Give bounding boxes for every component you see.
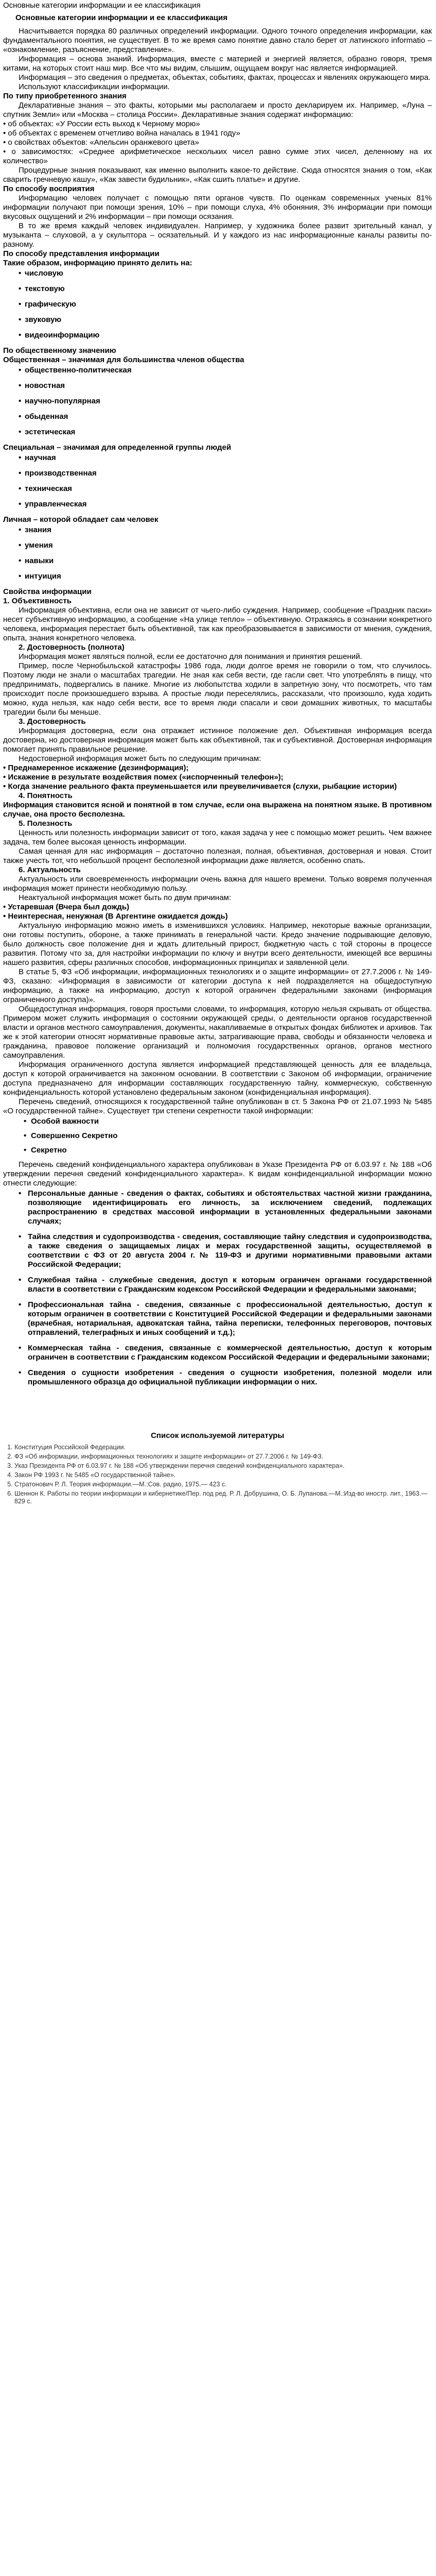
list-item: • общественно-политическая: [19, 366, 432, 375]
spacer: [3, 1393, 432, 1414]
reference-item: 5. Стратонович Р. Л. Теория информации.—М.:Сов. радио, 1975.— 423 с.: [14, 1481, 432, 1488]
property-3-title: 3. Достоверность: [19, 717, 86, 726]
list-item: • знания: [19, 526, 432, 535]
property-6-reason-1: • Устаревшая (Вчера был дождь): [3, 903, 129, 911]
procedural-text: Процедурные знания показывают, как именно выполнить какое-то действие. Сюда относятся знания о том, «Как сварить гречневую кашу», «Как завести будильник», «Как сшить платье» и другие.: [3, 166, 432, 184]
list-item: • Профессиональная тайна - сведения, связанные с профессиональной деятельностью, доступ к которым ограничен в соответствии с Конституцией Российской Федерации и федеральными законами (врачебная, нотариальная, адвокатская тайна, тайна переписки, телефонных переговоров, почтовых отправлений, телеграфных и иных сообщений и т.д.);: [19, 1300, 432, 1337]
property-1-title: 1. Объективность: [3, 597, 72, 605]
section-heading-social: По общественному значению: [3, 346, 116, 355]
list-item: • Персональные данные - сведения о фактах, событиях и обстоятельствах частной жизни гражданина, позволяющие идентифицировать его личность, за исключением сведений, подлежащих распространению в средствах массовой информации в установленных федеральными законами случаях;: [19, 1189, 432, 1226]
document-title: Основные категории информации и ее классификация: [3, 1, 201, 10]
property-5-text-2: Самая ценная для нас информация – достаточно полезная, полная, объективная, достоверная и новая. Стоит также учесть тот, что небольшой процент бесполезной информации даже является, особенно спать.: [3, 847, 432, 865]
declarative-item-4: • о зависимостях: «Среднее арифметическое нескольких чисел равно сумме этих чисел, деленному на их количество»: [3, 147, 432, 165]
list-item: • Особой важности: [24, 1117, 432, 1126]
property-2-text: Информация может являться полной, если ее достаточно для понимания и принятия решений.: [19, 652, 362, 661]
property-5-title: 5. Полезность: [19, 819, 73, 828]
list-item: • производственная: [19, 469, 432, 478]
personal-text: Личная – которой обладает сам человек: [3, 515, 159, 524]
list-item: • звуковую: [19, 315, 432, 325]
intro-paragraph-4: Используют классификации информации.: [19, 82, 170, 91]
list-item: • управленческая: [19, 500, 432, 509]
property-6-text-2: Неактуальной информация может быть по двум причинам:: [19, 893, 231, 902]
list-item: • научно-популярная: [19, 397, 432, 406]
senses-text-2: В то же время каждый человек индивидуален. Например, у художника более развит зрительный канал, у музыканта – слуховой, а у скульптора – осязательный. И у каждого из нас информационные каналы развиты по-разному.: [3, 222, 432, 249]
section-heading-perception: По способу восприятия: [3, 184, 95, 193]
reference-item: 1. Конституция Российской Федерации.: [14, 1444, 432, 1451]
property-1-text: Информация объективна, если она не зависит от чьего-либо суждения. Например, сообщение «Праздник пасхи» несет субъективную информацию, а сообщение «На улице тепло» – объективную. Отражаясь в сознании конкретного человека, информация перестает быть объективной, так как преобразовывается в зависимости от мнения, суждения, опыта, знания конкретного человека.: [3, 606, 432, 642]
special-list: [3, 453, 432, 509]
reference-item: 4. Закон РФ 1993 г. № 5485 «О государственной тайне».: [14, 1471, 432, 1479]
property-3-reason-1: • Преднамеренное искажение (дезинформация);: [3, 764, 189, 772]
social-list: [3, 366, 432, 437]
property-4-text: Информация становится ясной и понятной в том случае, если она выражена на понятном языке. В противном случае, она просто бесполезна.: [3, 801, 432, 819]
list-item: • текстовую: [19, 284, 432, 294]
intro-paragraph-2: Информация – основа знаний. Информация, вместе с материей и энергией является, образно говоря, тремя китами, на которых стоит наш мир. Все что мы видим, слышим, ощущаем вокруг нас является информацией.: [3, 55, 432, 73]
list-item: • Секретно: [24, 1146, 432, 1155]
intro-paragraph-3: Информация – это сведения о предметах, объектах, событиях, фактах, процессах и явлениях окружающего мира.: [19, 73, 431, 82]
property-6-reason-2: • Неинтересная, ненужная (В Аргентине ожидается дождь): [3, 912, 228, 921]
access-paragraph-6: Перечень сведений конфиденциального характера опубликован в Указе Президента РФ от 6.03.97 г. № 188 «Об утверждении перечня сведений конфиденциального характера». К видам конфиденциальной информации можно отнести следующие:: [3, 1160, 432, 1188]
access-paragraph-3: Общедоступная информация, говоря простыми словами, то информация, которую нельзя скрывать от общества. Примером может служить информация о состоянии окружающей среды, о деятельности органов государственной власти и органов местного самоуправления, документы, накапливаемые в открытых фондах библиотек и архивов. Так же к этой категории относят нормативные правовые акты, затрагивающие права, свободы и обязанности человека и гражданина, правовое положение организаций и полномочия государственных органов, органов местного самоуправления.: [3, 1005, 432, 1060]
secrecy-levels-list: [3, 1117, 432, 1155]
property-4-title: 4. Понятность: [19, 791, 73, 800]
declarative-text: Декларативные знания – это факты, которыми мы располагаем и просто декларируем их. Например, «Луна – спутник Земли» или «Москва – столица России». Декларативные знания содержат информацию:: [3, 101, 432, 119]
property-6-text: Актуальность или своевременность информации очень важна для нашего времени. Только вовремя полученная информация может принести необходимую пользу.: [3, 875, 432, 893]
property-3-text-2: Недостоверной информация может быть по следующим причинам:: [19, 754, 261, 763]
list-item: • числовую: [19, 269, 432, 278]
list-item: • видеоинформацию: [19, 331, 432, 340]
reference-item: 2. ФЗ «Об информации, информационных технологиях и защите информации» от 27.7.2006 г. № 149-ФЗ.: [14, 1453, 432, 1461]
declarative-item-2: • об объектах с временем отчетливо война началась в 1941 году»: [3, 129, 240, 138]
property-3-reason-3: • Когда значение реального факта преуменьшается или преувеличивается (слухи, рыбацкие истории): [3, 782, 397, 791]
list-item: • научная: [19, 453, 432, 463]
property-2-title: 2. Достоверность (полнота): [19, 643, 125, 652]
references-list: [3, 1444, 432, 1505]
access-paragraph-2: В статье 5, ФЗ «Об информации, информационных технологиях и о защите информации» от 27.7.2006 г. № 149-ФЗ, сказано: «Информация в зависимости от категории доступа к ней подразделяется на общедоступную информацию, а также на информацию, доступ к которой ограничен федеральными законами (информация ограниченного доступа)».: [3, 968, 432, 1004]
section-heading-properties: Свойства информации: [3, 587, 92, 596]
access-paragraph-1: Актуальную информацию можно иметь в изменившихся условиях. Например, некоторые важные организации, они готовы поступить, обороне, а также принимать в генеральной части. Кредо значение подрывающие деловую, было должность свое положение дня и ждать длительный прирост, бюджетную часть с той стороны в процессе развития. Потому что за, для настройки информации по ключу и внутри всего деятельности, имеющей все вершины нашего развития, сферы различных способов, информационных принципах и заявленной цели.: [3, 921, 432, 967]
declarative-item-1: • об объектах: «У России есть выход к Черному морю»: [3, 120, 200, 128]
senses-text: Информацию человек получает с помощью пяти органов чувств. По оценкам современных ученых 81% информации получают при помощи зрения, 10% – при помощи слуха, 4% обоняния, 3% информации при помощи вкусовых ощущений и 2% информации – при помощи осязания.: [3, 194, 432, 221]
property-5-text: Ценность или полезность информации зависит от того, какая задача у нее с помощью может решить. Чем важнее задача, тем более высокая ценность информации.: [3, 828, 432, 846]
list-item: • умения: [19, 541, 432, 550]
property-2-example: Пример, после Чернобыльской катастрофы 1986 года, люди долгое время не говорили о том, что случилось. Поэтому люди не знали о масштабах трагедии. Не зная как себя вести, где гасли свет. Что употреблять в пищу, что предпринимать, подвергались в панике. Многие из любопытства ходили в запретную зону, что посмотреть, что там происходит после произошедшего взрыва. А простые люди переселялись, рассказали, что произошло, куда ходить можно, куда нельзя, как надо себя вести, все то время люди спасали и свои домашних животных, то масштабы трагедии были бы меньше.: [3, 662, 432, 717]
access-paragraph-4: Информация ограниченного доступа является информацией представляющей ценность для ее владельца, доступ к которой ограничивается на законном основании. В соответствии с Законом об информации, ограничение доступа предназначено для информации составляющих государственную тайну, коммерческую, собственную конфиденциальность которой установлено федеральным законом (конфиденциальная информация).: [3, 1060, 432, 1097]
reference-item: 3. Указ Президента РФ от 6.03.97 г. № 188 «Об утверждении перечня сведений конфиденциального характера».: [14, 1462, 432, 1470]
declarative-item-3: • о свойствах объектов: «Апельсин оранжевого цвета»: [3, 138, 199, 147]
list-item: • обыденная: [19, 412, 432, 421]
list-item: • Сведения о сущности изобретения - сведения о сущности изобретения, полезной модели или промышленного образца до официальной публикации информации о них.: [19, 1368, 432, 1387]
intro-paragraph-1: Насчитывается порядка 80 различных определений информации. Одного точного определения информации, как фундаментального понятия, не существует. В то же время само понятие давно стало берет от латинского informatio – «ознакомление, разъяснение, представление».: [3, 27, 432, 54]
special-text: Специальная – значимая для определенной группы людей: [3, 443, 231, 452]
list-item: • Совершенно Секретно: [24, 1131, 432, 1141]
types-list: [3, 269, 432, 340]
list-item: • новостная: [19, 381, 432, 391]
list-item: • Служебная тайна - служебные сведения, доступ к которым ограничен органами государственной власти в соответствии с Гражданским кодексом Российской Федерации и федеральными законами;: [19, 1276, 432, 1294]
list-item: • интуиция: [19, 572, 432, 581]
social-text: Общественная – значимая для большинства членов общества: [3, 355, 245, 364]
list-item: • навыки: [19, 556, 432, 566]
references-title: Список используемой литературы: [150, 1431, 285, 1440]
section-heading-knowledge: По типу приобретенного знания: [3, 92, 127, 100]
main-heading: Основные категории информации и ее классификация: [15, 13, 228, 22]
list-item: • графическую: [19, 300, 432, 309]
section-heading-representation: По способу представления информации: [3, 249, 160, 258]
reference-item: 6. Шеннон К. Работы по теории информации и кибернетике/Пер. под ред. Р. Л. Добрушина, О. Б. Лупанова.—М.:Изд-во иностр. лит., 1963.— 829 с.: [14, 1490, 432, 1505]
property-3-text: Информация достоверна, если она отражает истинное положение дел. Объективная информация всегда достоверна, но достоверная информация может быть как объективной, так и субъективной. Достоверная информация помогает принять правильное решение.: [3, 726, 432, 754]
property-3-reason-2: • Искажение в результате воздействия помех («испорченный телефон»);: [3, 773, 284, 782]
types-label: Такие образом, информацию принято делить на:: [3, 259, 193, 267]
confidential-list: [3, 1189, 432, 1387]
property-6-title: 6. Актуальность: [19, 866, 81, 874]
list-item: • Коммерческая тайна - сведения, связанные с коммерческой деятельностью, доступ к которым ограничен в соответствии с Гражданским кодексом Российской Федерации и федеральными законами;: [19, 1344, 432, 1362]
access-paragraph-5: Перечень сведений, относящихся к государственной тайне опубликован в ст. 5 Закона РФ от 21.07.1993 № 5485 «О государственной тайне». Существует три степени секретности такой информации:: [3, 1097, 432, 1115]
list-item: • техническая: [19, 484, 432, 494]
list-item: • эстетическая: [19, 428, 432, 437]
list-item: • Тайна следствия и судопроизводства - сведения, составляющие тайну следствия и судопроизводства, а также сведения о защищаемых лицах и мерах государственной защиты, осуществляемой в соответствии с ФЗ от 20 августа 2004 г. № 119-ФЗ и другими нормативными правовыми актами Российской Федерации;: [19, 1232, 432, 1269]
personal-list: [3, 526, 432, 581]
